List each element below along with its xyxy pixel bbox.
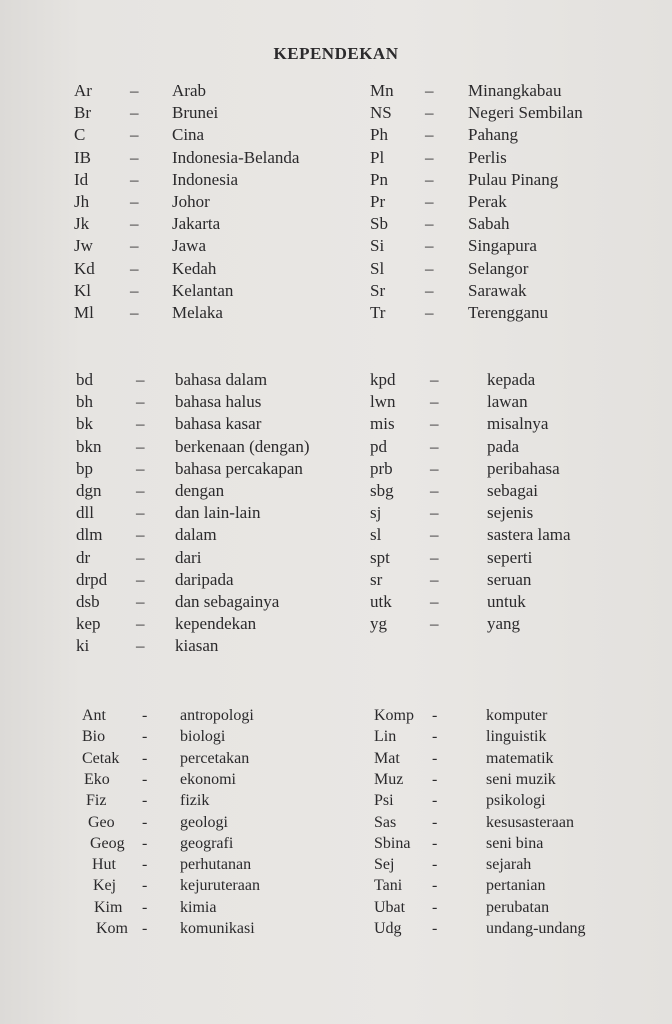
separator-dash: - [432,707,438,724]
separator-dash: – [430,503,439,523]
abbreviation: Tani [374,877,403,895]
abbreviation: Pl [370,147,385,167]
expansion: seruan [487,569,532,589]
separator-dash: – [130,236,139,256]
expansion: seni bina [486,834,544,852]
expansion: Jakarta [172,214,221,234]
expansion: Sabah [468,214,510,234]
abbreviation: Jh [74,192,90,211]
abbreviation: bh [76,392,93,412]
separator-dash: – [130,169,139,189]
separator-dash: - [432,856,438,874]
abbreviation: sj [370,503,382,523]
separator-dash: – [136,481,145,500]
separator-dash: - [432,877,438,895]
abbreviation: Fiz [86,792,107,810]
expansion: seperti [487,547,533,567]
abbreviation: C [74,125,86,145]
expansion: dari [175,547,202,567]
expansion: dengan [175,481,225,500]
separator-dash: - [432,728,438,746]
expansion: bahasa dalam [175,370,268,389]
abbreviation: Sej [374,856,395,874]
expansion: matematik [486,749,554,767]
separator-dash: – [136,525,145,545]
expansion: perhutanan [180,856,252,874]
abbreviation: Ubat [374,898,406,916]
separator-dash: - [142,920,148,937]
abbreviation: Komp [374,707,414,724]
separator-dash: - [432,792,438,810]
separator-dash: - [142,898,148,916]
abbreviation: bk [76,414,93,434]
expansion: geologi [180,813,228,831]
separator-dash: - [142,813,148,831]
separator-dash: - [142,728,148,746]
expansion: Johor [172,192,210,211]
expansion: bahasa percakapan [175,458,303,478]
separator-dash: – [425,303,434,322]
separator-dash: - [432,834,438,852]
abbreviation: Ar [74,81,92,100]
expansion: Kelantan [172,280,234,300]
abbreviation: Jw [74,236,93,256]
separator-dash: – [136,458,145,478]
expansion: antropologi [180,707,254,724]
separator-dash: - [432,749,438,767]
expansion: Negeri Sembilan [468,103,583,123]
separator-dash: – [430,569,439,589]
expansion: linguistik [486,728,547,746]
separator-dash: – [130,192,139,211]
separator-dash: - [432,898,438,916]
expansion: sejenis [487,503,534,523]
abbreviation: Pn [370,169,388,189]
abbreviation: Kd [74,258,95,278]
abbreviation: Kl [74,280,91,300]
expansion: kimia [180,898,217,916]
abbreviation: Mat [374,749,400,767]
expansion: Sarawak [468,280,527,300]
separator-dash: - [142,749,148,767]
separator-dash: – [130,303,139,322]
abbreviation: ki [76,636,90,656]
abbreviation: yg [370,614,387,634]
abbreviation: Mn [370,81,394,100]
separator-dash: – [130,214,139,234]
abbreviation: Lin [374,728,397,746]
separator-dash: – [130,81,139,100]
expansion: untuk [487,592,526,611]
expansion: dan lain-lain [175,503,261,523]
abbreviation: Ph [370,125,388,145]
expansion: geografi [180,834,234,852]
separator-dash: – [136,636,145,656]
abbreviation: bkn [76,436,102,456]
expansion: Minangkabau [468,81,562,100]
expansion: Singapura [468,236,537,256]
expansion: bahasa kasar [175,414,262,434]
expansion: undang-undang [486,920,586,937]
abbreviation: dr [76,547,91,567]
separator-dash: – [430,525,439,545]
expansion: fizik [180,792,210,810]
expansion: percetakan [180,749,250,767]
expansion: kiasan [175,636,219,656]
expansion: Kedah [172,258,217,278]
separator-dash: – [136,569,145,589]
separator-dash: – [136,414,145,434]
abbreviation: Si [370,236,385,256]
expansion: Terengganu [468,303,548,322]
abbreviation: bp [76,458,93,478]
abbreviation: Sl [370,258,385,278]
abbreviation: Sbina [374,834,411,852]
abbreviation: pd [370,436,387,456]
expansion: lawan [487,392,528,412]
expansion: komunikasi [180,920,255,937]
expansion: seni muzik [486,770,556,788]
separator-dash: – [425,81,434,100]
separator-dash: - [142,770,148,788]
abbreviation: Br [74,103,91,123]
expansion: daripada [175,569,234,589]
separator-dash: – [130,125,139,145]
abbreviation: Muz [374,770,404,788]
expansion: Pulau Pinang [468,169,559,189]
separator-dash: – [130,147,139,167]
expansion: komputer [486,707,548,724]
separator-dash: – [136,592,145,611]
page-title: KEPENDEKAN [273,44,399,63]
separator-dash: – [425,103,434,123]
expansion: dan sebagainya [175,592,280,611]
separator-dash: – [430,436,439,456]
abbreviation: prb [370,458,393,478]
abbreviation: dlm [76,525,103,545]
expansion: pertanian [486,877,546,895]
separator-dash: – [425,147,434,167]
abbreviation: Sr [370,280,386,300]
abbreviation: Ml [74,303,94,322]
abbreviation: Udg [374,920,402,937]
expansion: Pahang [468,125,519,145]
separator-dash: – [425,214,434,234]
expansion: Indonesia-Belanda [172,147,300,167]
separator-dash: - [432,770,438,788]
abbreviation: Cetak [82,749,120,767]
separator-dash: - [142,856,148,874]
expansion: Indonesia [172,169,239,189]
expansion: Perak [468,192,507,211]
separator-dash: – [425,169,434,189]
separator-dash: – [430,458,439,478]
expansion: kesusasteraan [486,813,574,831]
abbreviation: Sas [374,813,397,831]
abbreviation: dsb [76,592,100,611]
expansion: pada [487,436,520,456]
expansion: Melaka [172,303,223,322]
abbreviation: mis [370,414,395,434]
expansion: Perlis [468,147,507,167]
abbreviation: kep [76,614,101,634]
abbreviation: IB [74,147,91,167]
separator-dash: - [142,834,148,852]
abbreviation: Tr [370,303,386,322]
expansion: kejuruteraan [180,877,260,895]
abbreviation: dgn [76,481,102,500]
abbreviation: Geo [88,813,115,831]
separator-dash: – [430,414,439,434]
expansion: Jawa [172,236,206,256]
abbreviation: Ant [82,707,106,724]
separator-dash: – [430,614,439,634]
expansion: sebagai [487,481,538,500]
expansion: peribahasa [487,458,560,478]
separator-dash: - [142,792,148,810]
abbreviation: utk [370,592,392,611]
expansion: dalam [175,525,217,545]
separator-dash: – [136,436,145,456]
abbreviation: drpd [76,569,108,589]
abbreviation: Kom [96,920,128,937]
separator-dash: – [430,547,439,567]
separator-dash: – [425,236,434,256]
separator-dash: - [142,707,148,724]
expansion: psikologi [486,792,546,810]
expansion: perubatan [486,898,550,916]
expansion: sastera lama [487,525,571,545]
expansion: Brunei [172,103,219,123]
abbreviation: Psi [374,792,394,810]
expansion: Selangor [468,258,529,278]
abbreviation: Geog [90,834,125,852]
separator-dash: – [425,192,434,211]
separator-dash: – [130,280,139,300]
abbreviation: bd [76,370,93,389]
abbreviation: lwn [370,392,396,412]
separator-dash: - [432,920,438,937]
expansion: bahasa halus [175,392,262,412]
abbreviation: Pr [370,192,386,211]
separator-dash: – [136,370,145,389]
abbreviation: Sb [370,214,388,234]
abbreviation: NS [370,103,392,123]
expansion: sejarah [486,856,532,874]
separator-dash: – [136,547,145,567]
separator-dash: – [136,392,145,412]
separator-dash: – [425,125,434,145]
abbreviation: Hut [92,856,116,874]
separator-dash: - [432,813,438,831]
expansion: Arab [172,81,206,100]
separator-dash: – [430,392,439,412]
separator-dash: - [142,877,148,895]
abbreviation: Kim [94,898,123,916]
separator-dash: – [425,258,434,278]
expansion: kepada [487,370,536,389]
abbreviation: Id [74,169,89,189]
separator-dash: – [430,481,439,500]
expansion: yang [487,614,521,634]
separator-dash: – [130,258,139,278]
expansion: kependekan [175,614,257,634]
separator-dash: – [130,103,139,123]
separator-dash: – [136,614,145,634]
separator-dash: – [430,592,439,611]
abbreviation: spt [370,547,390,567]
abbreviation: sbg [370,481,394,500]
abbreviation: Kej [93,877,117,895]
expansion: misalnya [487,414,549,434]
separator-dash: – [430,370,439,389]
abbreviation: dll [76,503,94,523]
expansion: biologi [180,728,226,746]
separator-dash: – [136,503,145,523]
abbreviation: sr [370,569,383,589]
expansion: Cina [172,125,205,145]
abbreviation: kpd [370,370,396,389]
abbreviation: sl [370,525,382,545]
abbreviation: Eko [84,770,110,788]
separator-dash: – [425,280,434,300]
abbreviation: Jk [74,214,90,234]
expansion: ekonomi [180,770,236,788]
abbreviation: Bio [82,728,106,746]
expansion: berkenaan (dengan) [175,436,310,456]
